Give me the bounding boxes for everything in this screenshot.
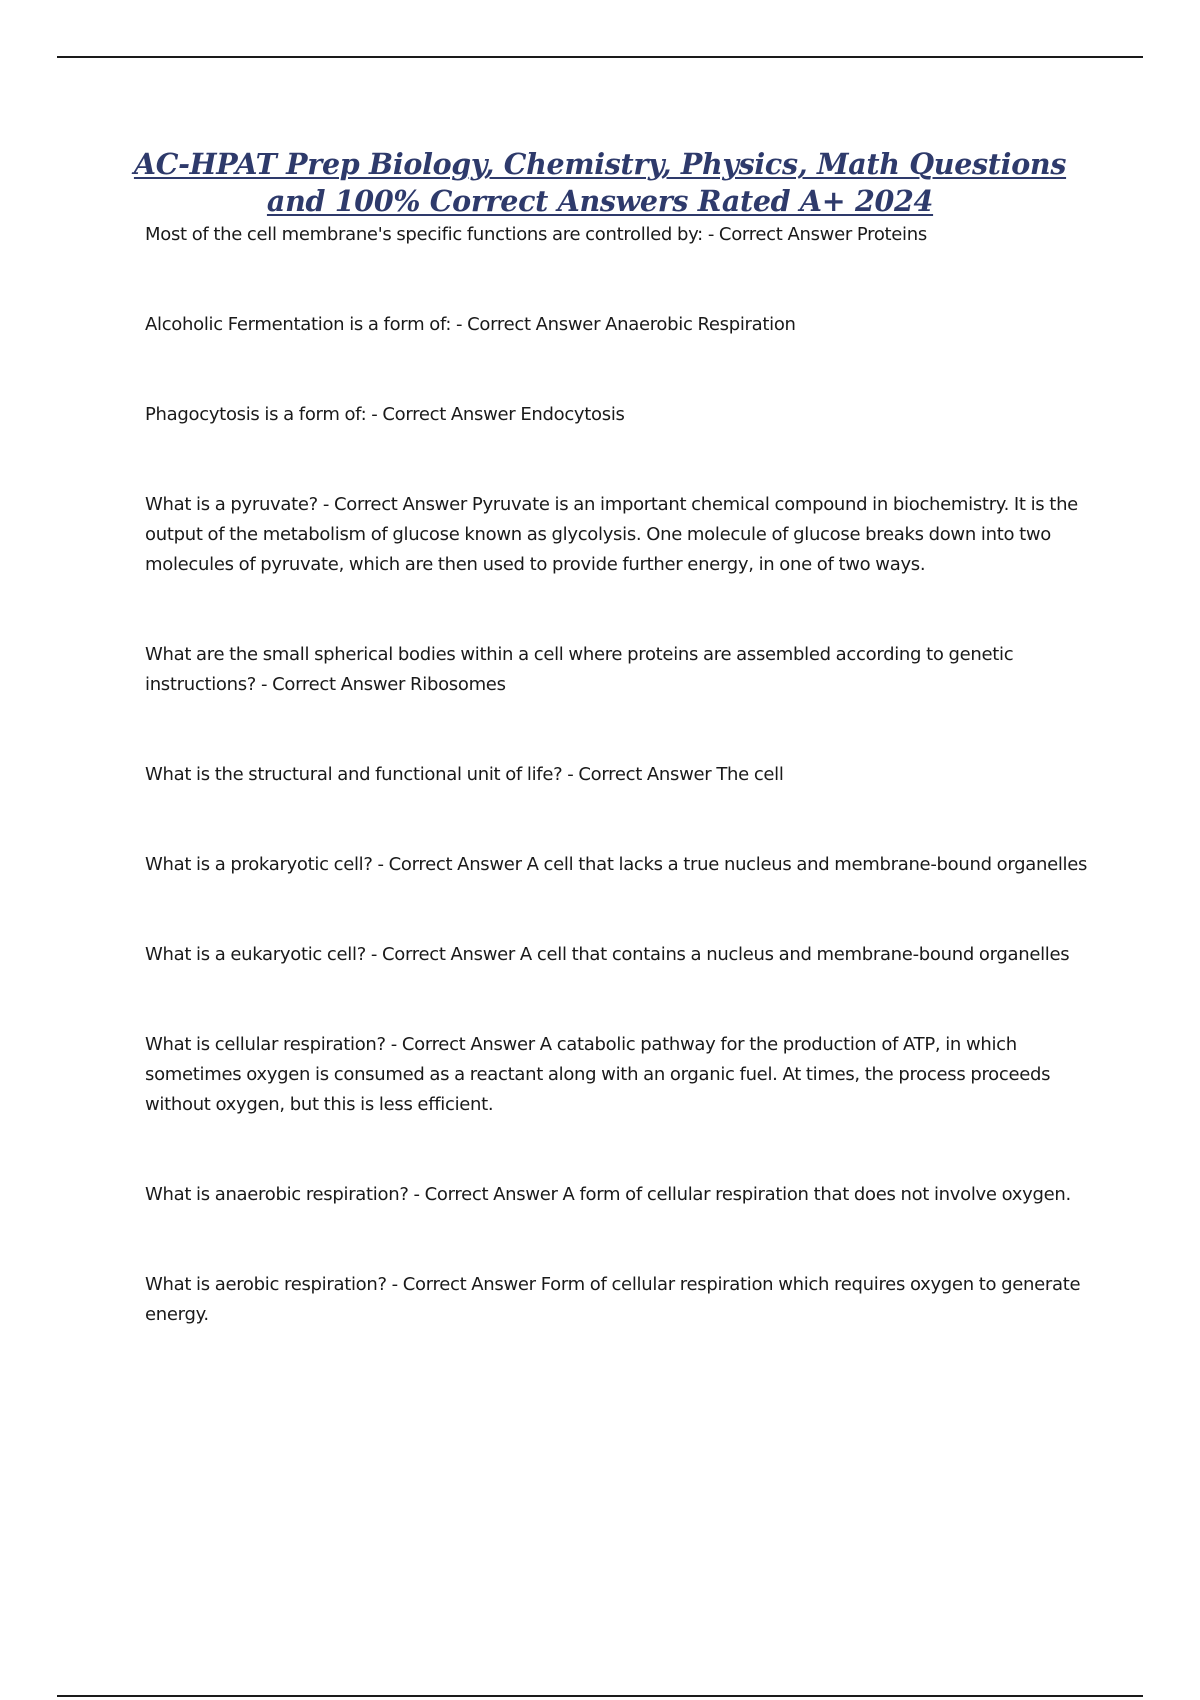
qa-item: What is a prokaryotic cell? - Correct Answer A cell that lacks a true nucleus and membrane-bound organelles xyxy=(145,854,1088,875)
qa-item: What is a pyruvate? - Correct Answer Pyruvate is an important chemical compound in biochemistry. It is the output of the metabolism of glucose known as glycolysis. One molecule of glucose breaks down into two molecules of pyruvate, which are then used to provide further energy, in one of two ways. xyxy=(145,494,1078,575)
qa-item: Phagocytosis is a form of: - Correct Answer Endocytosis xyxy=(145,404,625,425)
qa-item: What is cellular respiration? - Correct Answer A catabolic pathway for the production of ATP, in which sometimes oxygen is consumed as a reactant along with an organic fuel. At times, the process proceeds without oxygen, but this is less efficient. xyxy=(145,1034,1051,1115)
qa-item: What is aerobic respiration? - Correct Answer Form of cellular respiration which requires oxygen to generate energy. xyxy=(145,1274,1081,1325)
qa-item: What is a eukaryotic cell? - Correct Answer A cell that contains a nucleus and membrane-bound organelles xyxy=(145,944,1070,965)
header-rule xyxy=(57,56,1143,58)
qa-item: Alcoholic Fermentation is a form of: - Correct Answer Anaerobic Respiration xyxy=(145,314,796,335)
document-title: AC-HPAT Prep Biology, Chemistry, Physics, Math Questions and 100% Correct Answers Rated A+ 2024 xyxy=(133,147,1067,218)
qa-item: What are the small spherical bodies within a cell where proteins are assembled according to genetic instructions? - Correct Answer Ribosomes xyxy=(145,644,1014,695)
qa-list xyxy=(145,220,1090,1330)
qa-item: Most of the cell membrane's specific functions are controlled by: - Correct Answer Proteins xyxy=(145,224,927,245)
qa-item: What is the structural and functional unit of life? - Correct Answer The cell xyxy=(145,764,784,785)
qa-item: What is anaerobic respiration? - Correct Answer A form of cellular respiration that does not involve oxygen. xyxy=(145,1184,1071,1205)
footer-rule xyxy=(57,1695,1143,1697)
